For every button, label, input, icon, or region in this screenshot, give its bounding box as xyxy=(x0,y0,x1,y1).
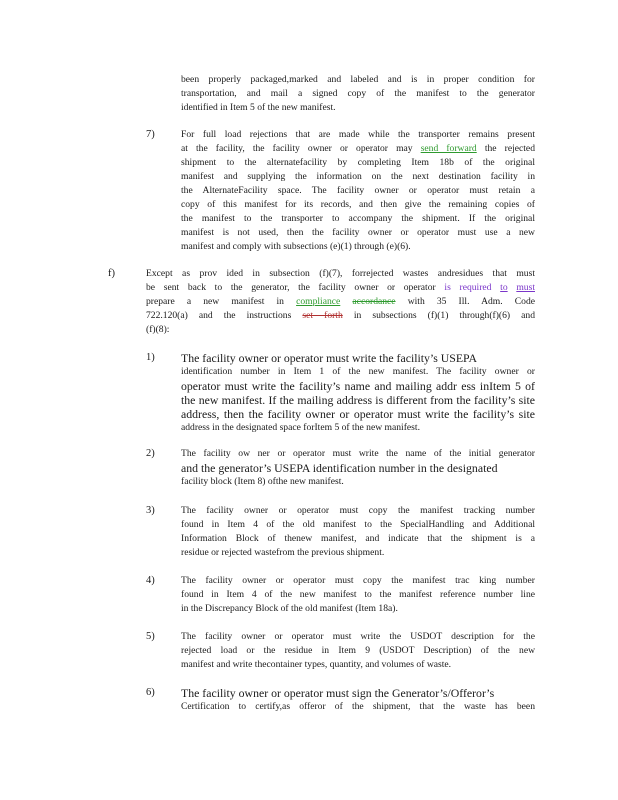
item-4-paragraph xyxy=(181,574,535,616)
text-segment: prepare a new manifest in xyxy=(146,296,284,307)
text-line: address in the designated space forItem 5 of the new manifest. xyxy=(181,422,420,433)
text-segment: in subsections (f)(1) through(f)(6) and xyxy=(353,310,535,321)
inserted-text: must xyxy=(516,282,535,293)
text-line: and the generator’s USEPA identification number in the designated xyxy=(181,461,498,475)
text-line: operator must write the facility’s name and mailing addr ess inItem 5 of xyxy=(181,379,535,393)
text-line: manifest and write thecontainer types, quantity, and volumes of waste. xyxy=(181,659,452,670)
text-line: For full load rejections that are made while the transporter remains present xyxy=(181,129,535,140)
text-line-with-revision xyxy=(146,281,535,295)
deleted-text: set forth xyxy=(302,310,343,321)
text-line: the AlternateFacility space. The facility owner or operator must retain a xyxy=(181,185,535,196)
inserted-text: to xyxy=(500,282,508,293)
text-line: Certification to certify,as offeror of the shipment, that the waste has been xyxy=(181,701,535,712)
item-marker-7: 7) xyxy=(146,129,155,140)
text-line: copy of this manifest for its records, and then give the remaining copies of xyxy=(181,199,535,210)
text-line-with-revision xyxy=(146,295,535,309)
item-2-paragraph xyxy=(181,447,535,489)
item-marker-3: 3) xyxy=(146,505,155,516)
text-segment: with 35 Ill. Adm. Code xyxy=(407,296,536,307)
text-line: The facility ow ner or operator must write the name of the initial generator xyxy=(181,448,535,459)
text-line: Except as prov ided in subsection (f)(7), forrejected wastes andresidues that must xyxy=(146,268,535,279)
item-marker-6: 6) xyxy=(146,687,155,698)
text-line: The facility owner or operator must write the USDOT description for the xyxy=(181,631,535,642)
item-marker-4: 4) xyxy=(146,575,155,586)
text-line: The facility owner or operator must copy the manifest tracking number xyxy=(181,505,535,516)
item-marker-5: 5) xyxy=(146,631,155,642)
text-segment: the rejected xyxy=(484,143,535,154)
text-line: found in Item 4 of the new manifest to the manifest reference number line xyxy=(181,589,535,600)
text-line: in the Discrepancy Block of the old manifest (Item 18a). xyxy=(181,603,398,614)
text-line: (f)(8): xyxy=(146,324,170,335)
deleted-text: accordance xyxy=(352,296,396,307)
item-6-paragraph xyxy=(181,686,535,714)
item-5-paragraph xyxy=(181,630,535,672)
item-1-paragraph xyxy=(181,351,535,435)
text-segment: be sent back to the generator, the facility owner or operator xyxy=(146,282,436,293)
item-marker-1: 1) xyxy=(146,352,155,363)
text-line: found in Item 4 of the old manifest to the SpecialHandling and Additional xyxy=(181,519,535,530)
text-line: manifest and supplying the information on the next destination facility in xyxy=(181,171,535,182)
subsection-f-paragraph xyxy=(146,267,535,337)
text-line: shipment to the alternatefacility by completing Item 18b of the original xyxy=(181,157,535,168)
text-line: identified in Item 5 of the new manifest. xyxy=(181,102,336,113)
item-7-paragraph xyxy=(181,128,535,254)
continuation-paragraph xyxy=(181,73,535,115)
inserted-text: send forward xyxy=(420,143,477,154)
text-segment: 722.120(a) and the instructions xyxy=(146,310,292,321)
text-line: the manifest to the transporter to accompany the shipment. If the original xyxy=(181,213,535,224)
text-line: facility block (Item 8) ofthe new manifest. xyxy=(181,476,344,487)
text-line-with-revision xyxy=(181,142,535,156)
text-line: Information Block of thenew manifest, and indicate that the shipment is a xyxy=(181,533,535,544)
item-3-paragraph xyxy=(181,504,535,560)
text-line: the new manifest. If the mailing address is different from the facility’s site xyxy=(181,393,535,407)
text-line-with-revision xyxy=(146,309,535,323)
inserted-text: is required xyxy=(444,282,492,293)
text-line: The facility owner or operator must copy the manifest trac king number xyxy=(181,575,535,586)
text-line: The facility owner or operator must sign the Generator’s/Offeror’s xyxy=(181,686,495,700)
text-line: identification number in Item 1 of the new manifest. The facility owner or xyxy=(181,366,535,377)
subsection-marker-f: f) xyxy=(108,268,115,279)
text-line: rejected load or the residue in Item 9 (USDOT Description) of the new xyxy=(181,645,535,656)
text-line: been properly packaged,marked and labeled and is in proper condition for xyxy=(181,74,535,85)
text-line: manifest is not used, then the facility owner or operator must use a new xyxy=(181,227,535,238)
text-segment: at the facility, the facility owner or operator may xyxy=(181,143,413,154)
text-line: residue or rejected wastefrom the previous shipment. xyxy=(181,547,385,558)
text-line: The facility owner or operator must write the facility’s USEPA xyxy=(181,351,478,365)
text-line: address, then the facility owner or operator must write the facility’s site xyxy=(181,407,535,421)
text-line: manifest and comply with subsections (e)(1) through (e)(6). xyxy=(181,241,411,252)
inserted-text: compliance xyxy=(296,296,341,307)
text-line: transportation, and mail a signed copy of the manifest to the generator xyxy=(181,88,535,99)
item-marker-2: 2) xyxy=(146,448,155,459)
